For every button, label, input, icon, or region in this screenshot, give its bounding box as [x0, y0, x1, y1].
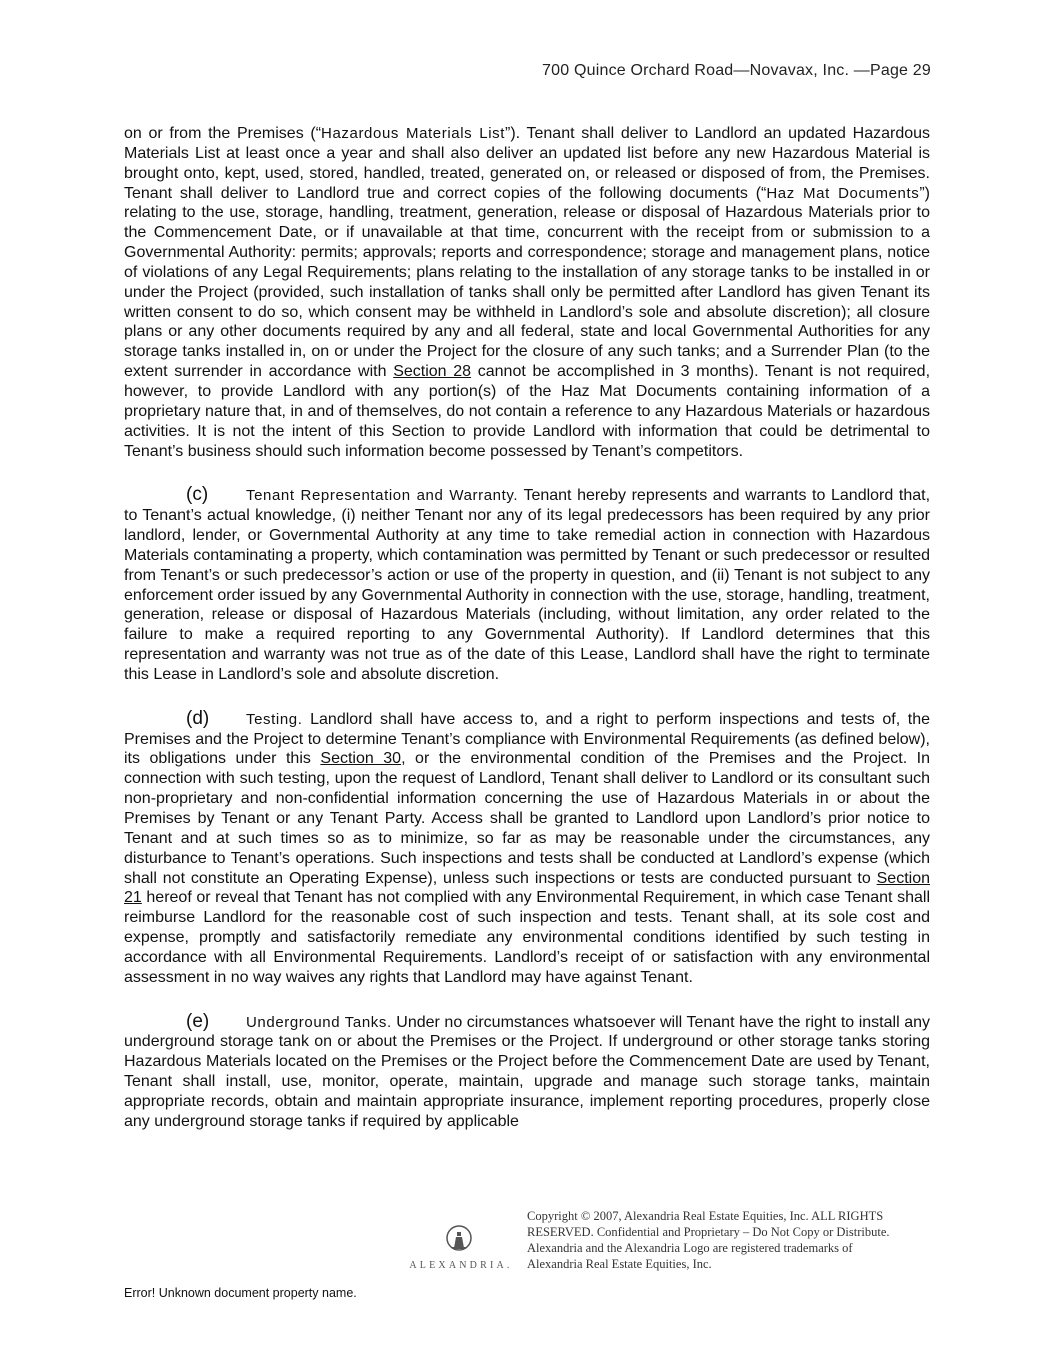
- section-text: , or the environmental condition of the Premises and the Project. In connection with such testing, upon the request of Landlord, Tenant shall deliver to Landlord or its consultant such non-proprietary and non-confidential information concerning the use of Hazardous Materials in or about the Premises by Tenant or any Tenant Party. Access shall be granted to Landlord upon Landlord’s prior notice to Tenant and at such times so as to minimize, so far as may be reasonable under the circumstances, any disturbance to Tenant’s operations. Such inspections and tests shall be conducted at Landlord’s expense (which shall not constitute an Operating Expense), unless such inspections or tests are conducted pursuant to: [124, 750, 930, 887]
- alexandria-lighthouse-icon: [404, 1224, 518, 1274]
- paragraph-text: ”). Tenant shall deliver to Landlord an updated Hazardous Materials List at least once a year and shall also deliver an updated list before any new Hazardous Material is brought onto, kept, used, stored, handled, treated, generated on, or released or disposed of from, the Premises. Tenant shall deliver to Landlord true and correct copies of the following documents (“: [124, 125, 931, 202]
- section-text: Landlord shall have access to, and a right to perform inspections and tests of, the Premises and the Project to determine Tenant’s compliance with Environmental Requirements (as defined below), its obligations under this: [124, 710, 930, 768]
- copyright-notice: Copyright © 2007, Alexandria Real Estate Equities, Inc. ALL RIGHTS RESERVED. Confidential and Proprietary – Do Not Copy or Distribute. Alexandria and the Alexandria Logo are registered trademarks of Alexandria Real Estate Equities, Inc.: [527, 1209, 890, 1271]
- paragraph-text: cannot be accomplished in 3 months). Tenant is not required, however, to provide Landlord with any portion(s) of the Haz Mat Documents containing information of a proprietary nature that, in and of themselves, do not contain a reference to any Hazardous Materials or hazardous activities. It is not the intent of this Section to provide Landlord with information that could be detrimental to Tenant’s business should such information become possessed by Tenant’s competitors.: [124, 363, 931, 460]
- defined-term: Hazardous Materials List: [321, 125, 505, 142]
- section-c: [124, 485, 930, 684]
- section-text: hereof or reveal that Tenant has not complied with any Environmental Requirement, in which case Tenant shall reimburse Landlord for the reasonable cost of such inspection and tests. Tenant shall, at its sole cost and expense, promptly and satisfactorily remediate any environmental conditions identified by such testing in accordance with all Environmental Requirements. Landlord’s receipt of or satisfaction with any environmental assessment in no way waives any rights that Landlord may have against Tenant.: [124, 889, 930, 986]
- section-heading: Testing.: [246, 710, 303, 728]
- section-28-reference: Section 28: [393, 363, 472, 381]
- section-30-reference: Section 30: [320, 750, 402, 768]
- section-d: [124, 709, 930, 988]
- section-21-reference: Section 21: [124, 869, 930, 907]
- running-head: 700 Quince Orchard Road—Novavax, Inc. —Page 29: [542, 62, 931, 79]
- paragraph-text: ”) relating to the use, storage, handling, treatment, generation, release or disposal of Hazardous Materials prior to the Commencement Date, or if unavailable at that time, concurrent with the receipt from or submission to a Governmental Authority: permits; approvals; reports and correspondence; storage and management plans, notice of violations of any Legal Requirements; plans relating to the installation of any storage tanks to be installed in or under the Project (provided, such installation of tanks shall only be permitted after Landlord has given Tenant its written consent to do so, which consent may be withheld in Landlord’s sole and absolute discretion); all closure plans or any other documents required by any and all federal, state and local Governmental Authorities for any storage tanks installed in, on or under the Project for the closure of any such tanks; and a Surrender Plan (to the extent surrender in accordance with: [124, 184, 930, 381]
- section-heading: Underground Tanks.: [246, 1013, 392, 1031]
- alexandria-logo: [404, 1224, 518, 1274]
- section-text: Under no circumstances whatsoever will Tenant have the right to install any underground storage tank on or about the Premises or the Project. If underground or other storage tanks storing Hazardous Materials located on the Premises or the Project before the Commencement Date are used by Tenant, Tenant shall install, use, monitor, operate, maintain, upgrade and manage such storage tanks, maintain appropriate records, obtain and maintain appropriate insurance, implement reporting procedures, properly close any underground storage tanks if required by applicable: [124, 1013, 930, 1130]
- logo-wordmark: ALEXANDRIA.: [409, 1260, 513, 1271]
- section-label: (c): [186, 484, 209, 506]
- section-label: (e): [186, 1010, 210, 1032]
- section-e: [124, 1012, 930, 1132]
- paragraph-hazardous-materials-list: [124, 124, 930, 461]
- section-text: Tenant hereby represents and warrants to Landlord that, to Tenant’s actual knowledge, (i) neither Tenant nor any of its legal predecessors has been required by any prior landlord, lender, or Governmental Authority at any time to take remedial action in connection with Hazardous Materials contaminating a property, which contamination was permitted by Tenant or such predecessor or resulted from Tenant’s or such predecessor’s action or use of the property in question, and (ii) Tenant is not subject to any enforcement order issued by any Governmental Authority in connection with the use, storage, handling, treatment, generation, release or disposal of Hazardous Materials (including, without limitation, any order related to the failure to make a required reporting to any Governmental Authority). If Landlord determines that this representation and warranty was not true as of the date of this Lease, Landlord shall have the right to terminate this Lease in Landlord’s sole and absolute discretion.: [124, 487, 931, 683]
- section-heading: Tenant Representation and Warranty.: [246, 487, 519, 505]
- document-property-error: Error! Unknown document property name.: [124, 1286, 357, 1300]
- defined-term: Haz Mat Documents: [766, 184, 920, 202]
- paragraph-text: on or from the Premises (“: [124, 125, 322, 142]
- section-label: (d): [186, 707, 210, 729]
- document-body: [124, 124, 930, 1156]
